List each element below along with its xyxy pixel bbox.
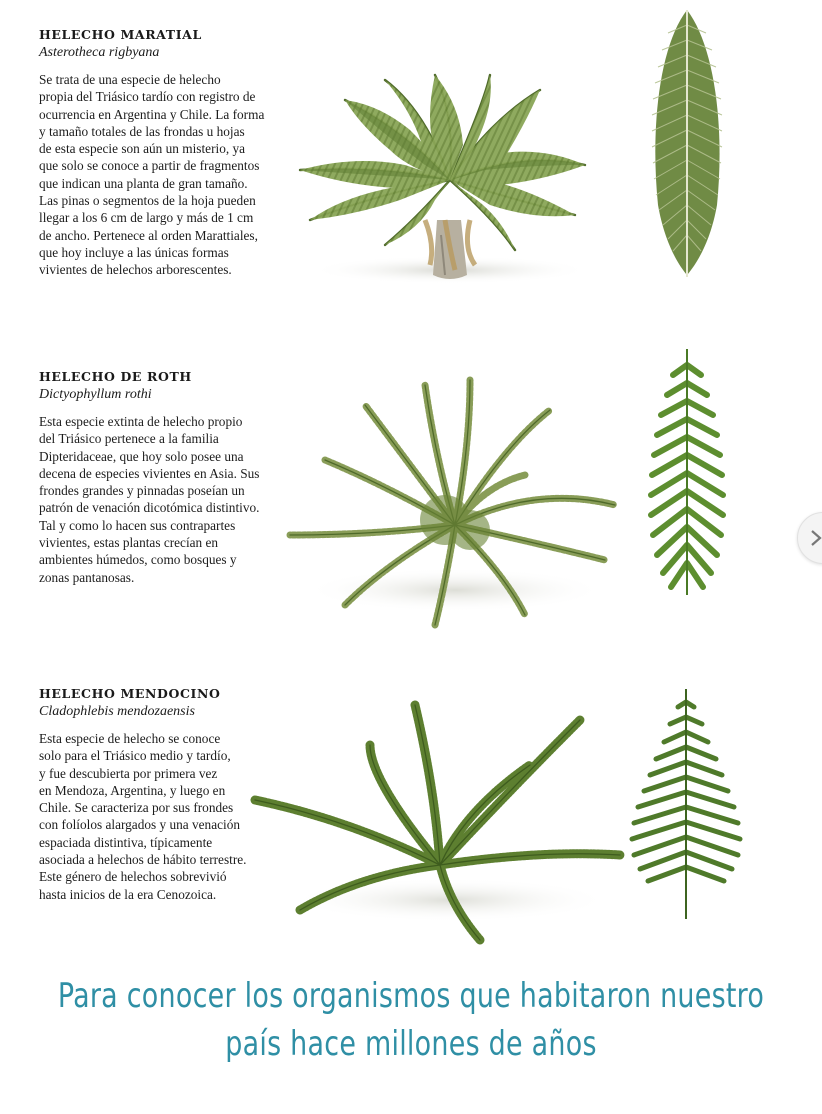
description-line: propia del Triásico tardío con registro de	[39, 89, 256, 105]
description-line: asociada a helechos de hábito terrestre.	[39, 852, 247, 868]
description-line: Este género de helechos sobrevivió	[39, 869, 227, 885]
description-line: Las pinas o segmentos de la hoja pueden	[39, 193, 256, 209]
footer-line-1: Para conocer los organismos que habitaron nuestro	[57, 976, 765, 1016]
mendocino-frond-illustration	[628, 687, 748, 927]
description-line: y tamaño totales de las frondas u hojas	[39, 123, 245, 139]
fern-section-roth	[0, 330, 822, 650]
description-line: Se trata de una especie de helecho	[39, 72, 221, 87]
description-line: en Mendoza, Argentina, y luego en	[39, 782, 226, 798]
description-line: que solo se conoce a partir de fragmentos	[39, 158, 260, 174]
species-scientific-name: Cladophlebis mendozaensis	[39, 704, 195, 719]
fern-section-maratial	[0, 0, 822, 320]
maratial-plant-illustration	[285, 70, 610, 290]
species-title: HELECHO MARATIAL	[39, 27, 202, 42]
description-line: patrón de venación dicotómica distintivo.	[39, 500, 260, 516]
description-line: llegar a los 6 cm de largo y más de 1 cm	[39, 210, 254, 226]
fern-section-mendocino	[0, 660, 822, 960]
description-line: Esta especie de helecho se conoce	[39, 731, 221, 746]
species-text	[39, 686, 284, 903]
description-line: Chile. Se caracteriza por sus frondes	[39, 800, 234, 816]
species-scientific-name: Dictyophyllum rothi	[39, 387, 152, 402]
description-line: vivientes de helechos arborescentes.	[39, 262, 232, 278]
roth-plant-illustration	[285, 375, 625, 630]
description-line: hasta inicios de la era Cenozoica.	[39, 886, 217, 902]
description-line: zonas pantanosas.	[39, 569, 135, 585]
roth-frond-illustration	[645, 345, 730, 600]
description-line: de esta especie son aún un misterio, ya	[39, 141, 246, 157]
description-line: del Triásico pertenece a la familia	[39, 431, 219, 447]
description-line: y fue descubierta por primera vez	[39, 765, 218, 781]
description-line: decena de especies vivientes en Asia. Sus	[39, 465, 260, 481]
description-line: Esta especie extinta de helecho propio	[39, 414, 243, 429]
description-line: frondes grandes y pinnadas poseían un	[39, 483, 245, 499]
description-line: Tal y como lo hacen sus contrapartes	[39, 517, 236, 533]
species-description	[39, 413, 284, 586]
chevron-right-icon	[809, 529, 822, 547]
description-line: Dipteridaceae, que hoy solo posee una	[39, 448, 244, 464]
description-line: con folíolos alargados y una venación	[39, 817, 240, 833]
species-text	[39, 27, 284, 279]
species-scientific-name: Asterotheca rigbyana	[39, 45, 160, 60]
description-line: de ancho. Pertenece al orden Marattiales,	[39, 227, 258, 243]
description-line: vivientes, estas plantas crecían en	[39, 535, 219, 551]
species-title: HELECHO DE ROTH	[39, 369, 192, 384]
footer-line-2: país hace millones de años	[225, 1024, 597, 1064]
description-line: solo para el Triásico medio y tardío,	[39, 748, 231, 764]
description-line: que hoy incluye a las únicas formas	[39, 244, 229, 260]
species-description	[39, 71, 284, 279]
species-description	[39, 730, 284, 903]
mendocino-plant-illustration	[250, 700, 625, 945]
description-line: ocurrencia en Argentina y Chile. La forma	[39, 106, 265, 122]
description-line: ambientes húmedos, como bosques y	[39, 552, 237, 568]
description-line: espaciada distintiva, típicamente	[39, 834, 213, 850]
species-title: HELECHO MENDOCINO	[39, 686, 221, 701]
footer-caption	[49, 972, 772, 1068]
description-line: que indican una planta de gran tamaño.	[39, 175, 248, 191]
species-text	[39, 369, 284, 586]
maratial-frond-illustration	[640, 5, 735, 280]
